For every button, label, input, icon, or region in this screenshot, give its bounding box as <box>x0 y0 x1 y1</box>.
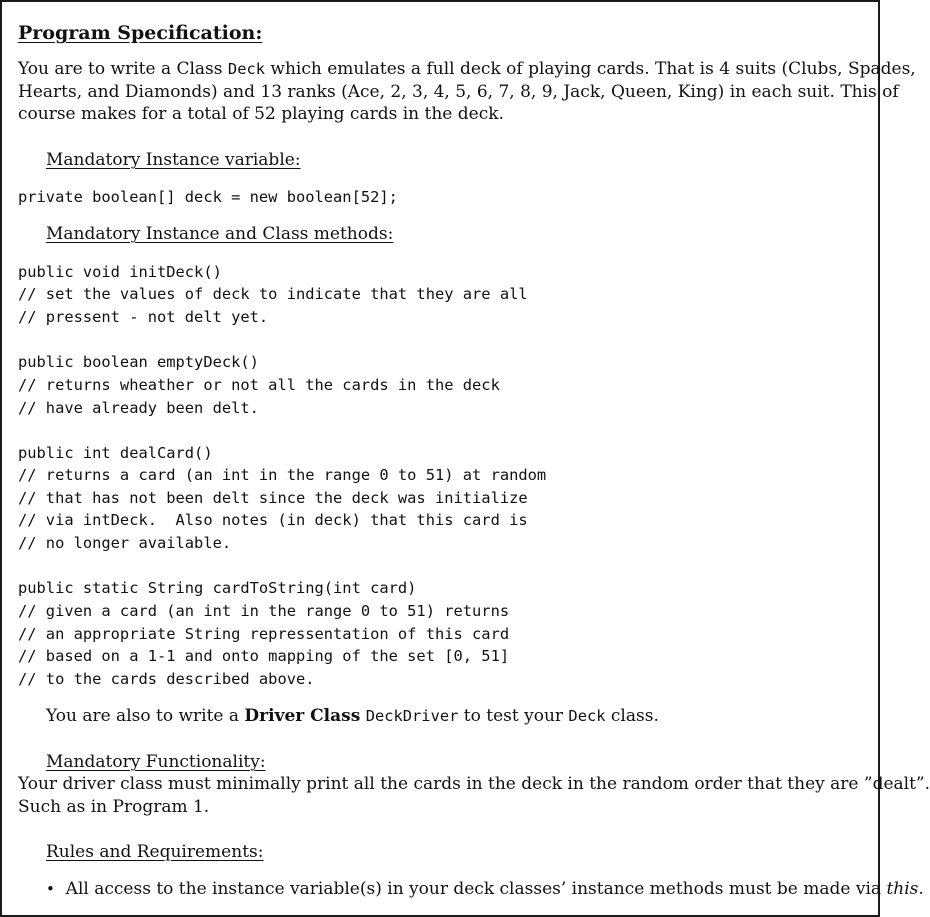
intro-line-3: course makes for a total of 52 playing cards in the deck. <box>18 104 504 124</box>
functionality-line-2: Such as in Program 1. <box>18 797 210 817</box>
intro-line-1 <box>18 58 916 80</box>
rules-item-text: All access to the instance variable(s) in your deck classes’ instance methods must be made via <box>65 879 887 899</box>
method-comment: // given a card (an int in the range 0 to 51) returns <box>18 602 510 620</box>
method-comment: // have already been delt. <box>18 399 259 417</box>
driver-class-bold: Driver Class <box>244 706 361 726</box>
methods-heading: Mandatory Instance and Class methods: <box>46 224 394 244</box>
method-comment: // pressent - not delt yet. <box>18 308 269 326</box>
rules-item-emphasis: this <box>886 879 919 899</box>
instance-variable-code: private boolean[] deck = new boolean[52]; <box>18 188 398 206</box>
intro-code-deck: Deck <box>227 60 265 78</box>
method-signature-cardtostring: public static String cardToString(int card) <box>18 579 417 597</box>
rules-item-end: . <box>918 879 924 899</box>
intro-line-2: Hearts, and Diamonds) and 13 ranks (Ace, 2, 3, 4, 5, 6, 7, 8, 9, Jack, Queen, King) in each suit. This of <box>18 82 899 102</box>
method-comment: // to the cards described above. <box>18 670 315 688</box>
method-comment: // returns a card (an int in the range 0 to 51) at random <box>18 466 547 484</box>
rules-bullet-item <box>46 878 924 900</box>
method-comment: // an appropriate String repressentation of this card <box>18 625 510 643</box>
functionality-heading: Mandatory Functionality: <box>46 752 266 772</box>
driver-code-deck: Deck <box>568 707 606 725</box>
page-title: Program Specification: <box>18 22 263 44</box>
method-comment: // set the values of deck to indicate that they are all <box>18 285 528 303</box>
driver-code-deckdriver: DeckDriver <box>365 707 459 725</box>
method-comment: // that has not been delt since the deck was initialize <box>18 489 528 507</box>
method-signature-emptydeck: public boolean emptyDeck() <box>18 353 259 371</box>
driver-text-c: to test your <box>458 706 569 726</box>
instance-variable-heading: Mandatory Instance variable: <box>46 150 301 170</box>
method-comment: // returns wheather or not all the cards in the deck <box>18 376 500 394</box>
functionality-line-1: Your driver class must minimally print all the cards in the deck in the random order that they are ”dealt”. <box>18 774 930 794</box>
driver-text-a: You are also to write a <box>46 706 245 726</box>
method-comment: // based on a 1-1 and onto mapping of the set [0, 51] <box>18 647 510 665</box>
bullet-icon: • <box>46 880 55 898</box>
method-signature-dealcard: public int dealCard() <box>18 444 213 462</box>
method-comment: // no longer available. <box>18 534 232 552</box>
intro-text-b: which emulates a full deck of playing cards. That is 4 suits (Clubs, Spades, <box>265 59 916 79</box>
rules-heading: Rules and Requirements: <box>46 842 264 862</box>
intro-text-a: You are to write a Class <box>18 59 228 79</box>
driver-text-d: class. <box>605 706 659 726</box>
driver-paragraph <box>46 705 659 727</box>
method-comment: // via intDeck. Also notes (in deck) that this card is <box>18 511 528 529</box>
method-signature-initdeck: public void initDeck() <box>18 263 222 281</box>
